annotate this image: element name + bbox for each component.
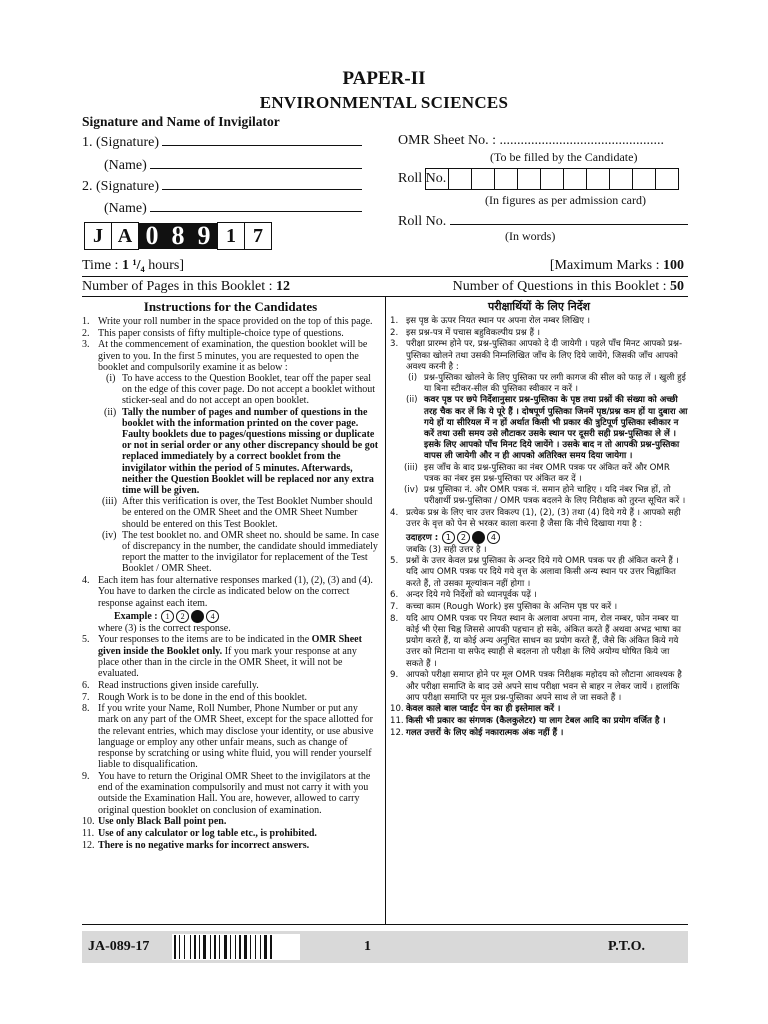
- signature-2-label: 2. (Signature): [82, 179, 159, 194]
- time-value: 1 ¹/₄: [121, 258, 145, 273]
- example-note: जबकि (3) सही उत्तर है ।: [406, 544, 487, 555]
- hindi-instructions-title: परीक्षार्थियों के लिए निर्देश: [487, 300, 591, 313]
- marks-value: 100: [663, 258, 684, 273]
- time-info: [82, 258, 184, 274]
- instruction-item: 9. You have to return the Original OMR Sheet to the invigilators at the end of the examination compulsorily and must not carry it with you outside the Examination Hall. You are, however, allowed to carry original question booklet on conclusion of examination.: [82, 770, 371, 816]
- time-unit: hours]: [144, 258, 185, 273]
- pages-value: 12: [276, 279, 291, 294]
- booklet-code-char: 7: [245, 222, 272, 250]
- option-1-circle: 1: [442, 531, 455, 544]
- instruction-item: 5. प्रश्नों के उत्तर केवल प्रश्न पुस्तिका के अन्दर दिये गये OMR पत्रक पर ही अंकित करने हैं । यदि आप OMR पत्रक पर दिये गये वृत्त के अलावा किसी अन्य स्थान पर उत्तर चिह्नांकित करते हैं, तो उसका मूल्यांकन नहीं होगा ।: [390, 556, 679, 589]
- barcode-stripe: [255, 935, 256, 959]
- signature-2-row: [82, 177, 362, 195]
- instruction-item: 7. Rough Work is to be done in the end of this booklet.: [82, 691, 307, 703]
- hindi-instructions: [390, 299, 688, 740]
- instruction-item: 2. इस प्रश्न-पत्र में पचास बहुविकल्पीय प्रश्न हैं ।: [390, 327, 540, 338]
- page-number: 1: [364, 939, 371, 954]
- instruction-item: 11. किसी भी प्रकार का संगणक (कैलकुलेटर) या लाग टेबल आदि का प्रयोग वर्जित है ।: [390, 716, 666, 727]
- instruction-item: 3. परीक्षा प्रारम्भ होने पर, प्रश्न-पुस्तिका आपको दे दी जायेगी । पहले पाँच मिनट आपको प्रश्न-पुस्तिका खोलने तथा उसकी निम्नलिखित जाँच के लिए दिये जायेंगे, जिसकी जाँच आपको अवश्य करनी है : (i) प्रश्न-पुस्तिका खोलने के लिए पुस्तिका पर लगी कागज की सील को फाड़ लें । खुली हुई या बिना स्टीकर-सील की पुस्तिका स्वीकार न करें । (ii) कवर पृष्ठ पर छपे निर्देशानुसार प्रश्न-पुस्तिका के पृष्ठ तथा प्रश्नों की संख्या को अच्छी तरह चैक कर लें कि ये पूरे हैं । दोषपूर्ण पुस्तिका जिनमें पृष्ठ/प्रश्न कम हों या दुबारा आ गये हों या सीरियल में न हों अर्थात किसी भी प्रकार की त्रुटिपूर्ण पुस्तिका स्वीकार न करें तथा उसी समय उसे लौटाकर उसके स्थान पर दूसरी सही प्रश्न-पुस्तिका ले लें । इसके लिए आपको पाँच मिनट दिये जायेंगे । उसके बाद न तो आपकी प्रश्न-पुस्तिका वापस ली जायेगी और न ही आपको अतिरिक्त समय दिया जायेगा । (iii) इस जाँच के बाद प्रश्न-पुस्तिका का नंबर OMR पत्रक पर अंकित करें और OMR पत्रक का नंबर इस प्रश्न-पुस्तिका पर अंकित कर दें । (iv) प्रश्न पुस्तिका नं. और OMR पत्रक नं. समान होने चाहिए । यदि नंबर भिन्न हों, तो परीक्षार्थी प्रश्न-पुस्तिका / OMR पत्रक बदलने के लिए निरीक्षक को तुरन्त सूचित करें ।: [390, 339, 688, 507]
- instruction-item: 8. यदि आप OMR पत्रक पर नियत स्थान के अलावा अपना नाम, रोल नम्बर, फोन नम्बर या कोई भी ऐसा चिह्न जिससे आपकी पहचान हो सके, अंकित करते हैं अथवा अभद्र भाषा का प्रयोग करते हैं, या कोई अन्य अनुचित साधन का प्रयोग करते हैं, जैसे कि अंकित किये गये उत्तर को मिटाना या सफेद स्याही से बदलना तो परीक्षा के लिये अयोग्य घोषित किये जा सकते हैं ।: [390, 613, 682, 669]
- subject-title: ENVIRONMENTAL SCIENCES: [259, 93, 509, 112]
- booklet-code: [84, 222, 272, 250]
- omr-sheet-note: (To be filled by the Candidate): [490, 150, 638, 164]
- english-instructions: [82, 299, 379, 851]
- instruction-subitem: (iv) The test booklet no. and OMR sheet no. should be same. In case of discrepancy in the number, the candidate should immediately report the matter to the invigilator for replacement of the Test Booklet / OMR Sheet.: [102, 529, 379, 575]
- barcode-stripe: [214, 935, 216, 959]
- option-2-circle: 2: [457, 531, 470, 544]
- instruction-subitem: (iii) After this verification is over, the Test Booklet Number should be entered on the OMR Sheet and the OMR Sheet Number should be entered on this Test Booklet.: [102, 496, 373, 530]
- pages-count: [82, 279, 290, 295]
- option-4-circle: 4: [206, 610, 219, 623]
- pto-label: P.T.O.: [608, 939, 645, 954]
- barcode-stripe: [184, 935, 185, 959]
- barcode-stripe: [174, 935, 176, 959]
- signature-2-line[interactable]: [162, 177, 362, 190]
- questions-label: Number of Questions in this Booklet :: [452, 279, 670, 294]
- barcode-stripe: [260, 935, 261, 959]
- booklet-code-char: 9: [191, 223, 217, 249]
- instruction-item: 10. केवल काले बाल प्वाईंट पेन का ही इस्तेमाल करें ।: [390, 704, 561, 715]
- option-2-circle: 2: [176, 610, 189, 623]
- questions-value: 50: [670, 279, 684, 294]
- name-1-row: [104, 156, 362, 174]
- paper-title: PAPER-II: [342, 68, 426, 89]
- barcode-stripe: [219, 935, 220, 959]
- instruction-item: 10. Use only Black Ball point pen.: [82, 816, 227, 828]
- barcode-stripe: [194, 935, 196, 959]
- roll-words-label: Roll No.: [398, 214, 447, 229]
- name-2-row: [104, 199, 362, 217]
- booklet-code-char: J: [84, 222, 112, 250]
- instruction-item: 11. Use of any calculator or log table etc., is prohibited.: [82, 827, 317, 839]
- instruction-item: 12. There is no negative marks for incorrect answers.: [82, 839, 310, 851]
- questions-count: [453, 279, 684, 295]
- instruction-item: 12. गलत उत्तरों के लिए कोई नकारात्मक अंक नहीं हैं ।: [390, 727, 564, 738]
- name-2-line[interactable]: [150, 199, 362, 212]
- english-instructions-title: Instructions for the Candidates: [143, 299, 318, 314]
- option-4-circle: 4: [487, 531, 500, 544]
- roll-words-note: (In words): [505, 229, 556, 243]
- pages-label: Number of Pages in this Booklet :: [82, 279, 277, 294]
- instruction-item: 2. This paper consists of fifty multiple-choice type of questions.: [82, 327, 344, 339]
- instruction-subitem: (iv) प्रश्न पुस्तिका नं. और OMR पत्रक नं. समान होने चाहिए । यदि नंबर भिन्न हों, तो परीक्षार्थी प्रश्न-पुस्तिका / OMR पत्रक बदलने के लिए निरीक्षक को तुरन्त सूचित करें ।: [404, 485, 686, 507]
- option-1-circle: 1: [161, 610, 174, 623]
- marks-label: [Maximum Marks :: [549, 258, 663, 273]
- booklet-code-char: 8: [165, 223, 191, 249]
- column-divider: [385, 296, 386, 924]
- instruction-item: 4. प्रत्येक प्रश्न के लिए चार उत्तर विकल्प (1), (2), (3) तथा (4) दिये गये हैं । आपको सही उत्तर के वृत्त को पेन से भरकर काला करना है जैसा कि नीचे दिखाया गया है : उदाहरण : 1 2 3 4 जबकि (3) सही उत्तर है ।: [390, 508, 688, 556]
- signature-1-row: [82, 133, 362, 151]
- barcode-stripe: [210, 935, 211, 959]
- footer-paper-code: JA-089-17: [88, 939, 150, 954]
- barcode-stripe: [199, 935, 200, 959]
- instruction-subitem: (i) प्रश्न-पुस्तिका खोलने के लिए पुस्तिका पर लगी कागज की सील को फाड़ लें । खुली हुई या बिना स्टीकर-सील की पुस्तिका स्वीकार न करें ।: [408, 373, 686, 395]
- divider: [82, 924, 688, 925]
- booklet-code-char: 0: [139, 223, 165, 249]
- instruction-subitem: (iii) इस जाँच के बाद प्रश्न-पुस्तिका का नंबर OMR पत्रक पर अंकित करें और OMR पत्रक का नंबर इस प्रश्न-पुस्तिका पर अंकित कर दें ।: [404, 462, 670, 484]
- instruction-item: 6. अन्दर दिये गये निर्देशों को ध्यानपूर्वक पढ़ें ।: [390, 590, 537, 601]
- instruction-subitem: (i) To have access to the Question Booklet, tear off the paper seal on the edge of this cover page. Do not accept a booklet without sticker-seal and do not accept an open booklet.: [106, 373, 375, 407]
- instruction-item: 8. If you write your Name, Roll Number, Phone Number or put any mark on any part of the OMR Sheet, except for the space allotted for the relevant entries, which may disclose your identity, or use abusive language or employ any other unfair means, such as change of response by scratching or using white fluid, you will render yourself liable to disqualification.: [82, 703, 374, 771]
- barcode-stripe: [203, 935, 206, 959]
- barcode-stripe: [250, 935, 251, 959]
- example-row: [98, 610, 379, 623]
- barcode-stripe: [235, 935, 236, 959]
- instruction-item: 1. इस पृष्ठ के ऊपर नियत स्थान पर अपना रोल नम्बर लिखिए ।: [390, 316, 591, 326]
- barcode-stripe: [190, 935, 191, 959]
- instruction-item: 1. Write your roll number in the space provided on the top of this page.: [82, 316, 373, 327]
- roll-words-line[interactable]: [450, 212, 688, 225]
- roll-number-boxes[interactable]: [425, 168, 679, 190]
- instruction-item: 4. Each item has four alternative responses marked (1), (2), (3) and (4). You have to darken the circle as indicated below on the correct response against each item. Example : 1 2 3 4 where (3) is the correct response.: [82, 575, 379, 634]
- signature-1-label: 1. (Signature): [82, 135, 159, 150]
- roll-words-row: [398, 212, 688, 230]
- instruction-item: 9. आपको परीक्षा समाप्त होने पर मूल OMR पत्रक निरीक्षक महोदय को लौटाना आवश्यक है और परीक्षा समाप्ति के बाद उसे अपने साथ परीक्षा भवन से बाहर न लेकर जायें । हालांकि आप परीक्षा समाप्ति पर मूल प्रश्न-पुस्तिका अपने साथ ले जा सकते हैं ।: [390, 670, 682, 703]
- omr-sheet-number-field[interactable]: OMR Sheet No. : ...............................................: [398, 133, 664, 148]
- instruction-item: 7. कच्चा काम (Rough Work) इस पुस्तिका के अन्तिम पृष्ठ पर करें ।: [390, 602, 618, 613]
- name-1-line[interactable]: [150, 156, 362, 169]
- barcode: [172, 934, 300, 960]
- barcode-stripe: [230, 935, 231, 959]
- instruction-subitem: (ii) कवर पृष्ठ पर छपे निर्देशानुसार प्रश्न-पुस्तिका के पृष्ठ तथा प्रश्नों की संख्या को अच्छी तरह चैक कर लें कि ये पूरे हैं । दोषपूर्ण पुस्तिका जिनमें पृष्ठ/प्रश्न कम हों या दुबारा आ गये हों या सीरियल में न हों अर्थात किसी भी प्रकार की त्रुटिपूर्ण पुस्तिका स्वीकार न करें तथा उसी समय उसे लौटाकर उसके स्थान पर दूसरी सही प्रश्न-पुस्तिका ले लें । इसके लिए आपको पाँच मिनट दिये जायेंगे । उसके बाद न तो आपकी प्रश्न-पुस्तिका वापस ली जायेगी और न ही आपको अतिरिक्त समय दिया जायेगा ।: [406, 395, 688, 462]
- instruction-item: 6. Read instructions given inside carefully.: [82, 679, 259, 691]
- invigilator-signature-heading: Signature and Name of Invigilator: [82, 114, 280, 129]
- signature-1-line[interactable]: [162, 133, 362, 146]
- booklet-code-char: A: [112, 222, 139, 250]
- instruction-item: 5. Your responses to the items are to be indicated in the OMR Sheet given inside the Booklet only. If you mark your response at any place other than in the circle in the OMR Sheet, it will not be evaluated.: [82, 634, 362, 680]
- barcode-stripe: [264, 935, 267, 959]
- barcode-stripe: [179, 935, 180, 959]
- barcode-stripe: [270, 935, 272, 959]
- option-3-filled-circle: 3: [472, 531, 485, 544]
- example-label: उदाहरण :: [406, 533, 439, 544]
- roll-number-label: Roll No.: [398, 171, 447, 186]
- instruction-subitem: (ii) Tally the number of pages and number of questions in the booklet with the information printed on the cover page. Faulty booklets due to pages/questions missing or duplicate or not in serial order or any other discrepancy should be got replaced immediately by a correct booklet from the invigilator within the period of 5 minutes. Afterwards, neither the Question Booklet will be replaced nor any extra time will be given.: [104, 406, 379, 497]
- booklet-code-char: 1: [217, 222, 245, 250]
- barcode-stripe: [244, 935, 247, 959]
- roll-number-note: (In figures as per admission card): [485, 193, 646, 207]
- divider: [82, 276, 688, 277]
- barcode-stripe: [224, 935, 227, 959]
- example-note: where (3) is the correct response.: [98, 622, 231, 634]
- barcode-stripe: [239, 935, 241, 959]
- example-label: Example :: [114, 610, 158, 622]
- name-2-label: (Name): [104, 201, 147, 216]
- option-3-filled-circle: 3: [191, 610, 204, 623]
- instruction-item: 3. At the commencement of examination, the question booklet will be given to you. In the first 5 minutes, you are requested to open the booklet and compulsorily examine it as below : (i) To have access to the Question Booklet, tear off the paper seal on the edge of this cover page. Do not accept a booklet without sticker-seal and do not accept an open booklet. (ii) Tally the number of pages and number of questions in the booklet with the information printed on the cover page. Faulty booklets due to pages/questions missing or duplicate or not in serial order or any other discrepancy should be got replaced immediately by a correct booklet from the invigilator within the period of 5 minutes. Afterwards, neither the Question Booklet will be replaced nor any extra time will be given. (iii) After this verification is over, the Test Booklet Number should be entered on the OMR Sheet and the OMR Sheet Number should be entered on this Test Booklet. (iv) The test booklet no. and OMR sheet no. should be same. In case of discrepancy in the number, the candidate should immediately report the matter to the invigilator for replacement of the Test Booklet / OMR Sheet.: [82, 339, 379, 575]
- time-label: Time :: [82, 258, 122, 273]
- maximum-marks: [550, 258, 684, 274]
- example-row: [406, 531, 688, 544]
- name-1-label: (Name): [104, 158, 147, 173]
